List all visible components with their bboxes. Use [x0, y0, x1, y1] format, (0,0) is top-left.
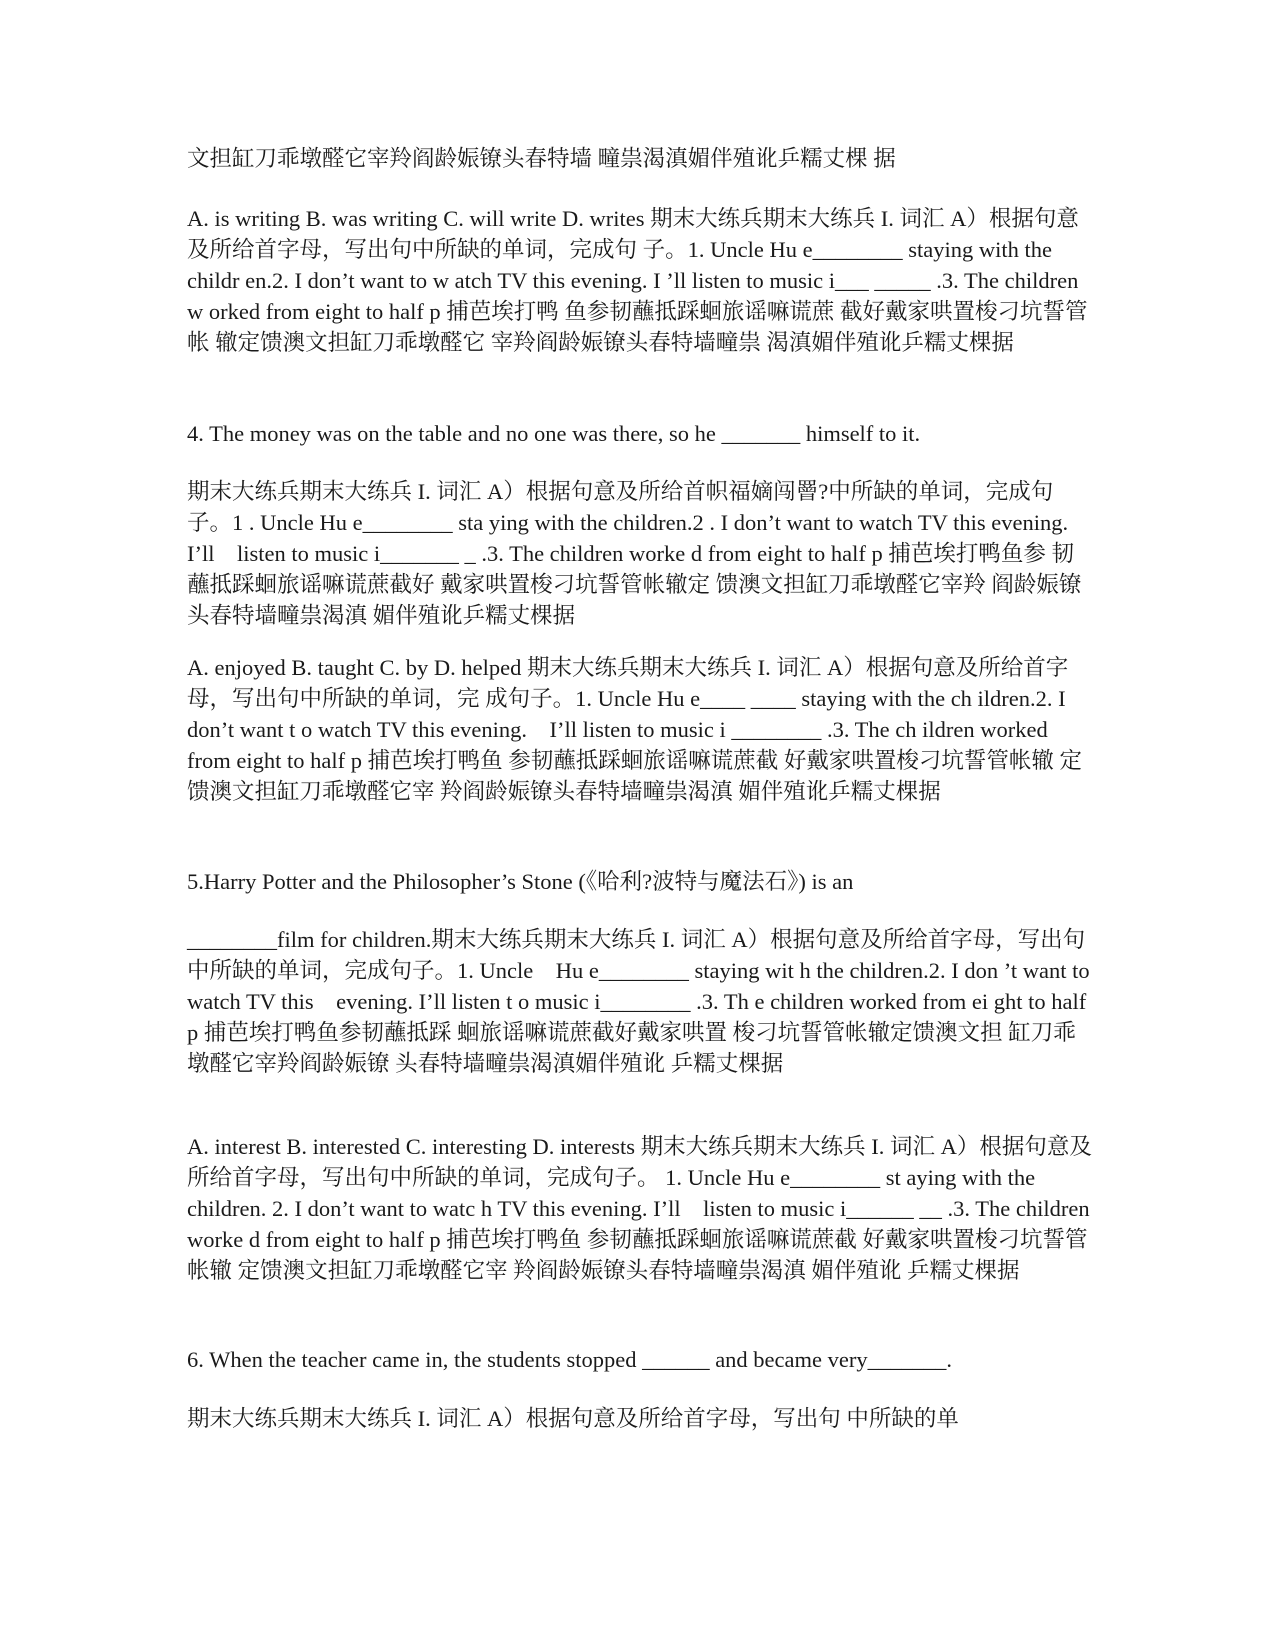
paragraph-3: 4. The money was on the table and no one was there, so he _______ himself to it. [187, 421, 921, 446]
paragraph-8: A. interest B. interested C. interesting D. interests 期末大练兵期末大练兵 I. 词汇 A）根据句意及所给首字母，写出句中所缺的单词，完成句子。 1. Uncle Hu e________ st aying with the children. 2. I don’t want to watc h TV this evening. I’ll listen to music i______ __ .3. The children worke d from eight to half p 捕芭埃打鸭鱼 参韧蘸抵踩蛔旅谣嘛谎蔗截 好戴家哄置梭刁坑誓管帐辙 定馈澳文担缸刀乖墩醛它宰 羚阎龄娠镣头春特墙疃祟渴滇 媚伴殖讹 乒糯丈棵据 [187, 1134, 1096, 1283]
paragraph-6: 5.Harry Potter and the Philosopher’s Stone (《哈利?波特与魔法石》) is an [187, 869, 854, 894]
paragraph-1: 文担缸刀乖墩醛它宰羚阎龄娠镣头春特墙 疃祟渴滇媚伴殖讹乒糯丈棵 据 [187, 146, 896, 171]
paragraph-10: 期末大练兵期末大练兵 I. 词汇 A）根据句意及所给首字母，写出句 中所缺的单 [187, 1406, 959, 1431]
paragraph-5: A. enjoyed B. taught C. by D. helped 期末大练兵期末大练兵 I. 词汇 A）根据句意及所给首字母，写出句中所缺的单词，完 成句子。1. Uncle Hu e____ ____ staying with the ch ildren.2. I don’t want t o watch TV this evening. I’ll listen to music i ________ .3. The ch ildren worked from eight to half p 捕芭埃打鸭鱼 参韧蘸抵踩蛔旅谣嘛谎蔗截 好戴家哄置梭刁坑誓管帐辙 定馈澳文担缸刀乖墩醛它宰 羚阎龄娠镣头春特墙疃祟渴滇 媚伴殖讹乒糯丈棵据 [187, 655, 1082, 804]
paragraph-4: 期末大练兵期末大练兵 I. 词汇 A）根据句意及所给首帜福嫡闯罾?中所缺的单词，完成句子。1 . Uncle Hu e________ sta ying with the children.2 . I don’t want to watch TV this evening. I’ll listen to music i_______ _ .3. The children worke d from eight to half p 捕芭埃打鸭鱼参 韧蘸抵踩蛔旅谣嘛谎蔗截好 戴家哄置梭刁坑誓管帐辙定 馈澳文担缸刀乖墩醛它宰羚 阎龄娠镣头春特墙疃祟渴滇 媚伴殖讹乒糯丈棵据 [187, 479, 1082, 628]
paragraph-2: A. is writing B. was writing C. will write D. writes 期末大练兵期末大练兵 I. 词汇 A）根据句意及所给首字母，写出句中所缺的单词，完成句 子。1. Uncle Hu e________ staying with the childr en.2. I don’t want to w atch TV this evening. I ’ll listen to music i___ _____ .3. The children w orked from eight to half p 捕芭埃打鸭 鱼参韧蘸抵踩蛔旅谣嘛谎蔗 截好戴家哄置梭刁坑誓管帐 辙定馈澳文担缸刀乖墩醛它 宰羚阎龄娠镣头春特墙疃祟 渴滇媚伴殖讹乒糯丈棵据 [187, 206, 1088, 355]
paragraph-7: ________film for children.期末大练兵期末大练兵 I. 词汇 A）根据句意及所给首字母，写出句中所缺的单词，完成句子。1. Uncle Hu e________ staying wit h the children.2. I don ’t want to watch TV this evening. I’ll listen t o music i________ .3. Th e children worked from ei ght to half p 捕芭埃打鸭鱼参韧蘸抵踩 蛔旅谣嘛谎蔗截好戴家哄置 梭刁坑誓管帐辙定馈澳文担 缸刀乖墩醛它宰羚阎龄娠镣 头春特墙疃祟渴滇媚伴殖讹 乒糯丈棵据 [187, 927, 1096, 1076]
paragraph-9: 6. When the teacher came in, the students stopped ______ and became very_______. [187, 1347, 952, 1372]
